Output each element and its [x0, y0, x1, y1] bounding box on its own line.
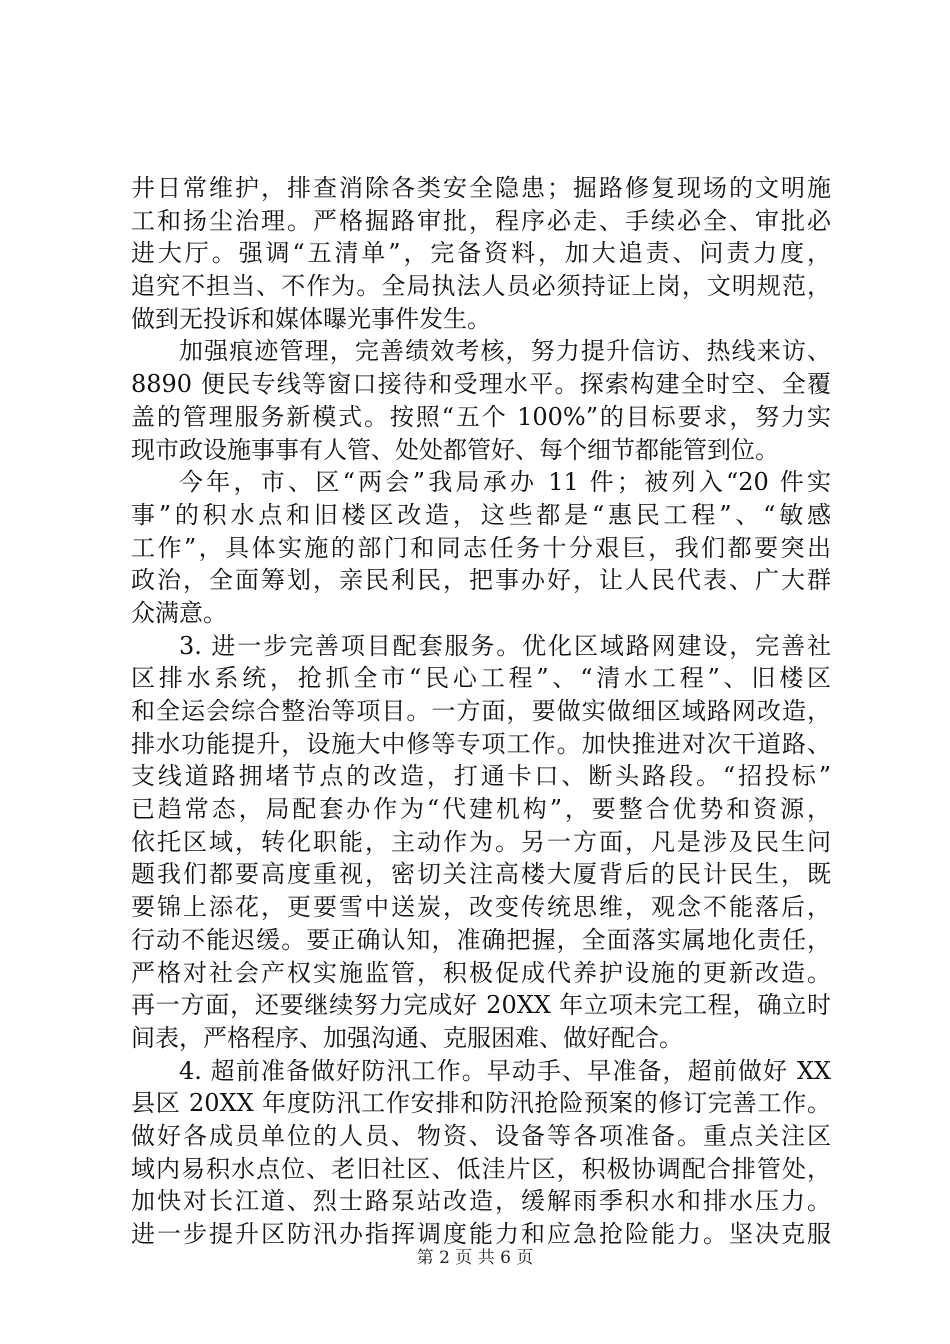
- page-footer: 第 2 页 共 6 页: [416, 1248, 534, 1268]
- document-body: [131, 172, 831, 1251]
- text-line: 众满意。: [131, 598, 227, 627]
- text-line: 事”的积水点和旧楼区改造，这些都是“惠民工程”、“敏感: [131, 500, 831, 529]
- text-line: 加强痕迹管理，完善绩效考核，努力提升信访、热线来访、: [179, 337, 831, 366]
- text-line: 严格对社会产权实施监管，积极促成代养护设施的更新改造。: [131, 958, 831, 987]
- text-line: 间表，严格程序、加强沟通、克服困难、做好配合。: [131, 1023, 683, 1052]
- text-line: 8890 便民专线等窗口接待和受理水平。探索构建全时空、全覆: [131, 370, 831, 399]
- text-line: 今年，市、区“两会”我局承办 11 件；被列入“20 件实: [179, 468, 831, 497]
- text-line: 支线道路拥堵节点的改造，打通卡口、断头路段。“招投标”: [131, 762, 831, 791]
- text-line: 盖的管理服务新模式。按照“五个 100%”的目标要求，努力实: [131, 402, 831, 431]
- text-line: 和全运会综合整治等项目。一方面，要做实做细区域路网改造，: [131, 697, 831, 725]
- text-line: 3. 进一步完善项目配套服务。优化区域路网建设，完善社: [179, 631, 831, 660]
- text-line: 再一方面，还要继续努力完成好 20XX 年立项未完工程，确立时: [131, 991, 831, 1020]
- text-line: 要锦上添花，更要雪中送炭，改变传统思维，观念不能落后，: [131, 893, 831, 922]
- text-line: 4. 超前准备做好防汛工作。早动手、早准备，超前做好 XX: [179, 1056, 831, 1085]
- text-line: 域内易积水点位、老旧社区、低洼片区，积极协调配合排管处，: [131, 1154, 831, 1183]
- text-line: 工和扬尘治理。严格掘路审批，程序必走、手续必全、审批必: [131, 206, 831, 235]
- text-line: 追究不担当、不作为。全局执法人员必须持证上岗，文明规范，: [131, 272, 831, 301]
- text-line: 行动不能迟缓。要正确认知，准确把握，全面落实属地化责任，: [131, 925, 831, 954]
- text-line: 区排水系统，抢抓全市“民心工程”、“清水工程”、旧楼区: [131, 664, 831, 693]
- text-line: 依托区域，转化职能，主动作为。另一方面，凡是涉及民生问: [131, 827, 831, 856]
- text-line: 加快对长江道、烈士路泵站改造，缓解雨季积水和排水压力。: [131, 1187, 831, 1216]
- text-line: 政治，全面筹划，亲民利民，把事办好，让人民代表、广大群: [131, 566, 831, 595]
- text-line: 题我们都要高度重视，密切关注高楼大厦背后的民计民生，既: [131, 860, 831, 889]
- text-line: 井日常维护，排查消除各类安全隐患；掘路修复现场的文明施: [131, 174, 831, 202]
- text-line: 进一步提升区防汛办指挥调度能力和应急抢险能力。坚决克服: [131, 1220, 831, 1248]
- text-line: 排水功能提升，设施大中修等专项工作。加快推进对次干道路、: [131, 729, 831, 758]
- text-line: 做到无投诉和媒体曝光事件发生。: [131, 304, 491, 333]
- text-line: 县区 20XX 年度防汛工作安排和防汛抢险预案的修订完善工作。: [131, 1089, 831, 1118]
- text-line: 现市政设施事事有人管、处处都管好、每个细节都能管到位。: [131, 435, 779, 464]
- text-line: 工作”，具体实施的部门和同志任务十分艰巨，我们都要突出: [131, 533, 831, 562]
- text-line: 做好各成员单位的人员、物资、设备等各项准备。重点关注区: [131, 1121, 831, 1150]
- text-line: 已趋常态，局配套办作为“代建机构”，要整合优势和资源，: [131, 795, 831, 824]
- text-line: 进大厅。强调“五清单”，完备资料，加大追责、问责力度，: [131, 239, 831, 268]
